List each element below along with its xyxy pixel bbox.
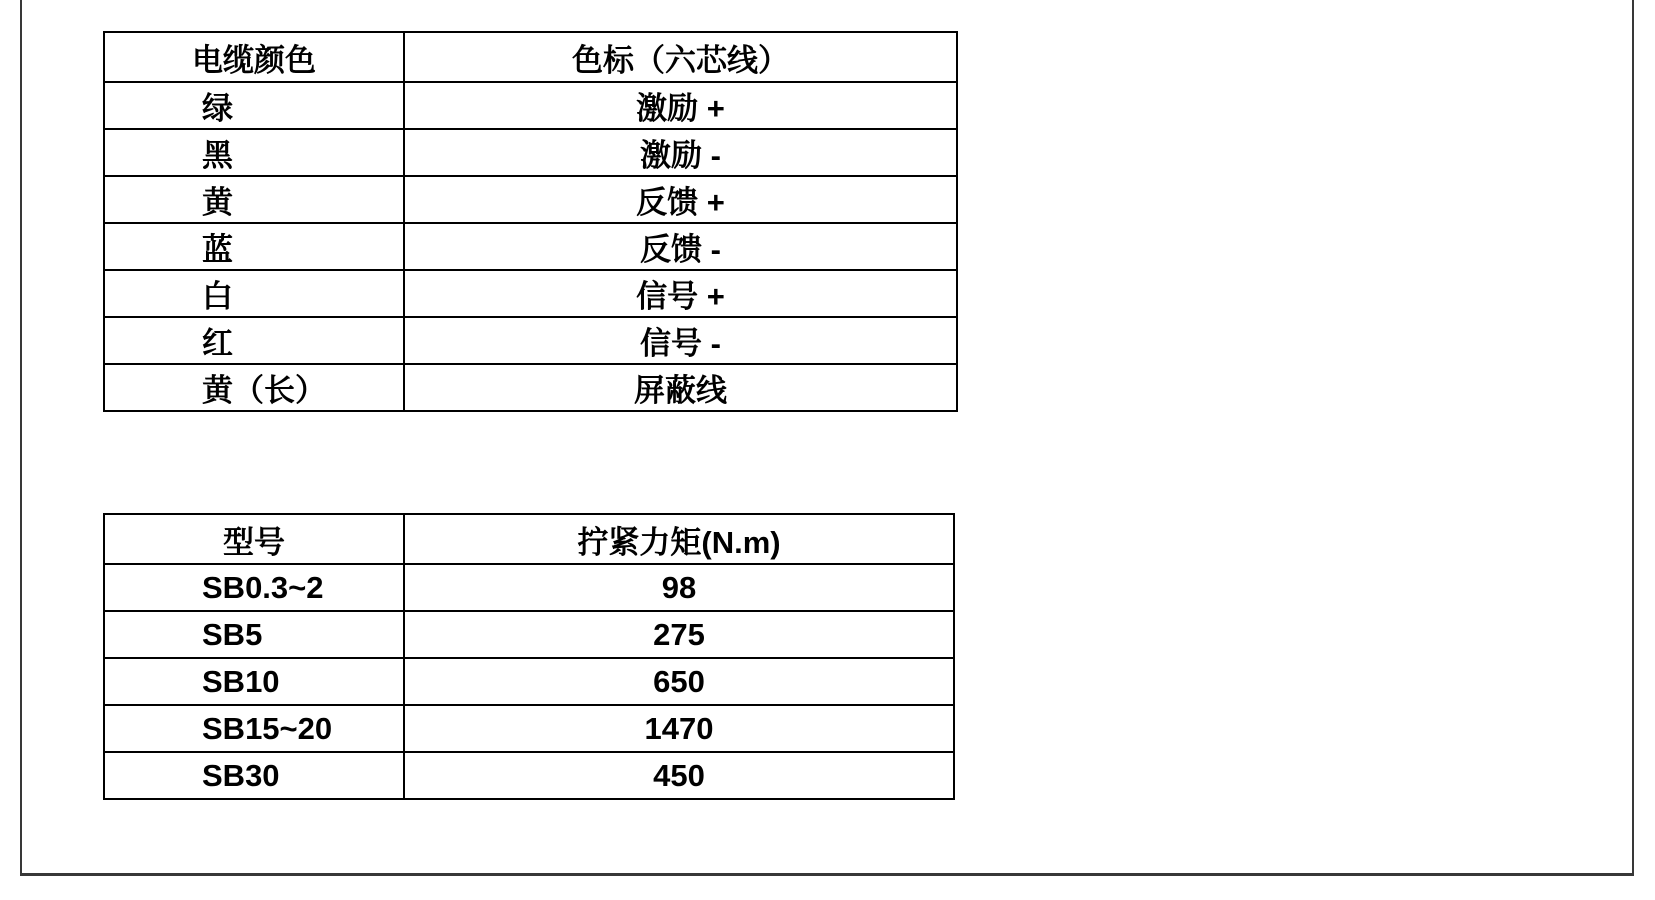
table-header-row [104, 514, 954, 564]
torque-value-cell: 275 [404, 611, 954, 658]
table-row [104, 752, 954, 799]
torque-column-header: 拧紧力矩(N.m) [404, 514, 954, 564]
table-row [104, 176, 957, 223]
table-row [104, 364, 957, 411]
table-row [104, 270, 957, 317]
cable-color-cell: 蓝 [104, 223, 404, 270]
model-cell: SB0.3~2 [104, 564, 404, 611]
cable-color-code-table [103, 31, 958, 412]
cable-color-cell: 黄（长） [104, 364, 404, 411]
table-row [104, 564, 954, 611]
cable-color-column-header: 电缆颜色 [104, 32, 404, 82]
table-row [104, 658, 954, 705]
signal-name-cell: 信号 + [404, 270, 957, 317]
cable-color-table-body [104, 82, 957, 411]
cable-color-cell: 黑 [104, 129, 404, 176]
table-row [104, 223, 957, 270]
model-cell: SB10 [104, 658, 404, 705]
signal-name-cell: 激励 - [404, 129, 957, 176]
signal-name-cell: 信号 - [404, 317, 957, 364]
cable-color-cell: 红 [104, 317, 404, 364]
torque-value-cell: 1470 [404, 705, 954, 752]
tightening-torque-table [103, 513, 955, 800]
signal-name-cell: 激励 + [404, 82, 957, 129]
torque-value-cell: 98 [404, 564, 954, 611]
table-header-row [104, 32, 957, 82]
signal-name-cell: 反馈 + [404, 176, 957, 223]
table-row [104, 317, 957, 364]
cable-color-cell: 白 [104, 270, 404, 317]
table-row [104, 82, 957, 129]
table-row [104, 611, 954, 658]
signal-name-cell: 屏蔽线 [404, 364, 957, 411]
model-cell: SB15~20 [104, 705, 404, 752]
torque-value-cell: 450 [404, 752, 954, 799]
table-row [104, 705, 954, 752]
model-cell: SB30 [104, 752, 404, 799]
torque-table-body [104, 564, 954, 799]
signal-name-cell: 反馈 - [404, 223, 957, 270]
cable-color-cell: 绿 [104, 82, 404, 129]
table-row [104, 129, 957, 176]
color-code-column-header: 色标（六芯线） [404, 32, 957, 82]
torque-value-cell: 650 [404, 658, 954, 705]
model-cell: SB5 [104, 611, 404, 658]
model-column-header: 型号 [104, 514, 404, 564]
cable-color-cell: 黄 [104, 176, 404, 223]
